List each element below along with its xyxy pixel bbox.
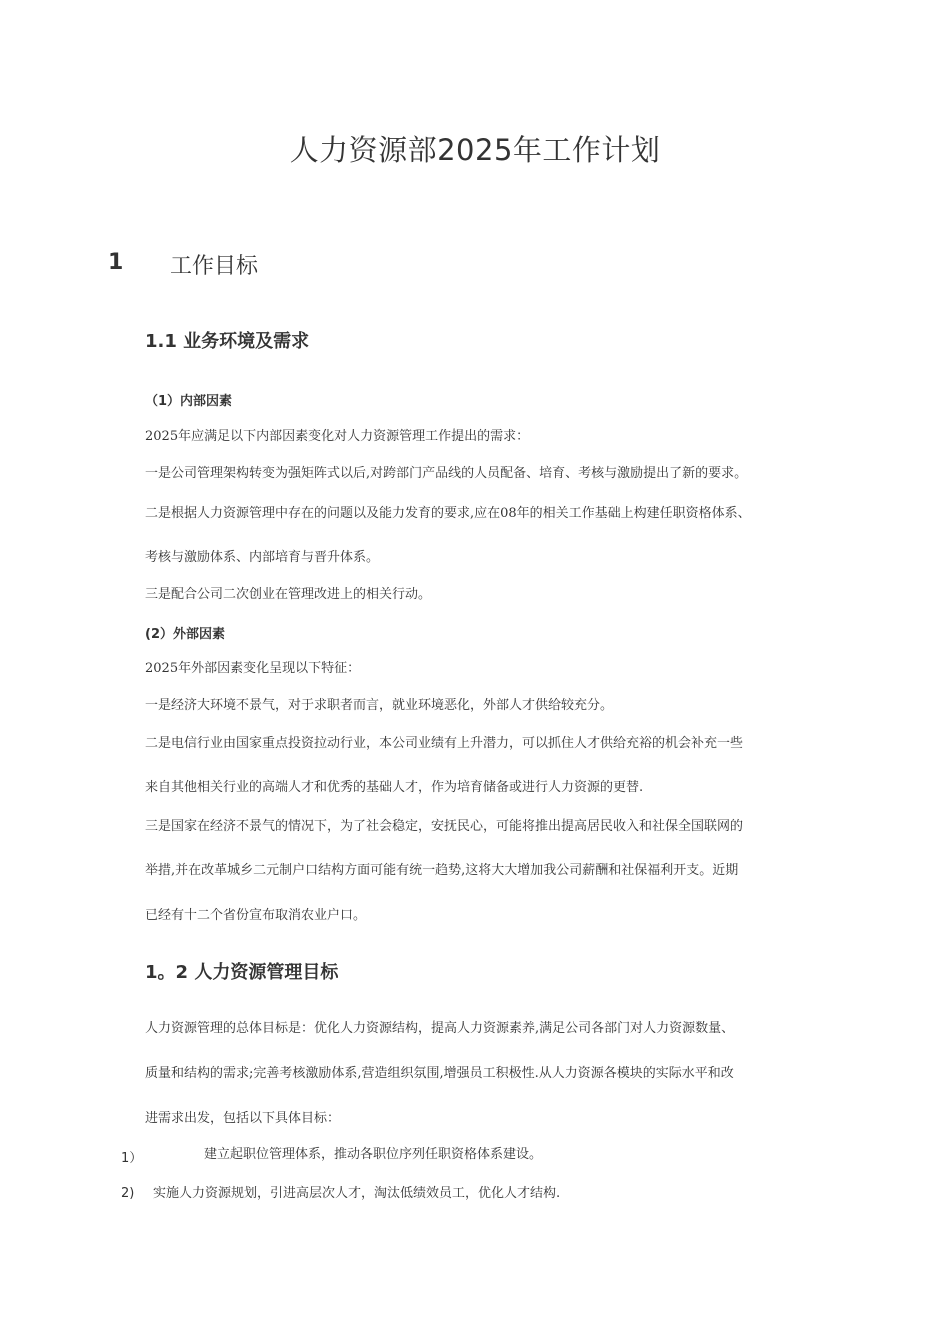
paragraph-line: 质量和结构的需求;完善考核激励体系,营造组织氛围,增强员工积极性.从人力资源各模块的实际水平和改 bbox=[145, 1066, 734, 1081]
list-item-marker: 1） bbox=[121, 1151, 143, 1166]
paragraph-line: 三是国家在经济不景气的情况下，为了社会稳定，安抚民心，可能将推出提高居民收入和社保全国联网的 bbox=[145, 819, 744, 834]
document-title: 人力资源部2025年工作计划 bbox=[289, 133, 661, 167]
internal-factors-intro: 2025年应满足以下内部因素变化对人力资源管理工作提出的需求： bbox=[145, 429, 530, 444]
paragraph-line: 举措,并在改革城乡二元制户口结构方面可能有统一趋势,这将大大增加我公司薪酬和社保福利开支。近期 bbox=[145, 863, 739, 878]
paragraph-line: 考核与激励体系、内部培育与晋升体系。 bbox=[145, 550, 380, 565]
list-item-marker: 2) bbox=[121, 1186, 135, 1201]
paragraph-line: 来自其他相关行业的高端人才和优秀的基础人才，作为培育储备或进行人力资源的更替. bbox=[145, 780, 644, 795]
external-factors-heading: (2）外部因素 bbox=[145, 627, 225, 642]
list-item-text: 建立起职位管理体系，推动各职位序列任职资格体系建设。 bbox=[204, 1147, 543, 1162]
internal-factors-heading: （1）内部因素 bbox=[145, 394, 233, 409]
section-title: 工作目标 bbox=[170, 254, 259, 279]
subsection-heading-hr-goals: 1。2 人力资源管理目标 bbox=[145, 962, 339, 983]
list-item-text: 实施人力资源规划，引进高层次人才，淘汰低绩效员工，优化人才结构. bbox=[153, 1186, 561, 1201]
paragraph-line: 二是根据人力资源管理中存在的问题以及能力发育的要求,应在08年的相关工作基础上构建任职资格体系、 bbox=[145, 506, 751, 521]
paragraph-line: 一是公司管理架构转变为强矩阵式以后,对跨部门产品线的人员配备、培育、考核与激励提出了新的要求。 bbox=[145, 466, 748, 481]
external-factors-intro: 2025年外部因素变化呈现以下特征： bbox=[145, 661, 361, 676]
paragraph-line: 一是经济大环境不景气，对于求职者而言，就业环境恶化，外部人才供给较充分。 bbox=[145, 698, 614, 713]
section-number: 1 bbox=[108, 250, 124, 275]
paragraph-line: 二是电信行业由国家重点投资拉动行业，本公司业绩有上升潜力，可以抓住人才供给充裕的机会补充一些 bbox=[145, 736, 744, 751]
paragraph-line: 进需求出发，包括以下具体目标： bbox=[145, 1111, 341, 1126]
paragraph-line: 已经有十二个省份宣布取消农业户口。 bbox=[145, 908, 367, 923]
paragraph-line: 三是配合公司二次创业在管理改进上的相关行动。 bbox=[145, 587, 432, 602]
paragraph-line: 人力资源管理的总体目标是：优化人力资源结构，提高人力资源素养,满足公司各部门对人力资源数量、 bbox=[145, 1021, 735, 1036]
subsection-heading-business-environment: 1.1 业务环境及需求 bbox=[145, 331, 310, 352]
